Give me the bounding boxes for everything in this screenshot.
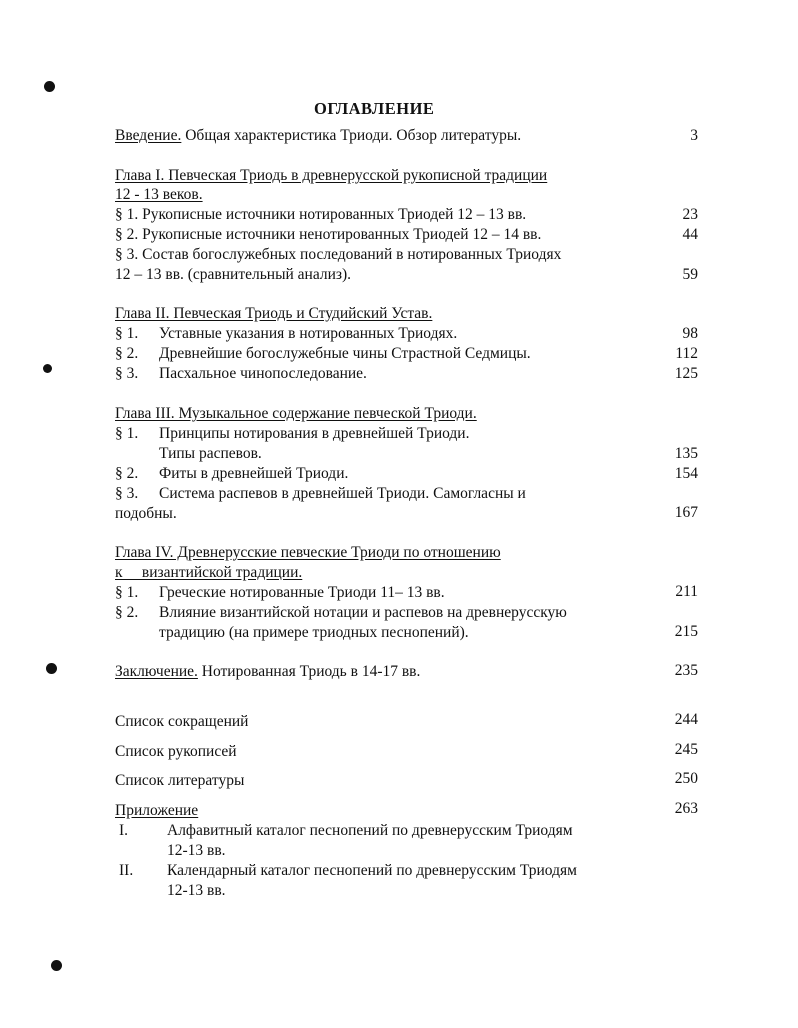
toc-intro xyxy=(115,127,521,145)
ch3-s3-text: Система распевов в древнейшей Триоди. Самогласны и xyxy=(159,485,526,502)
appendix-ii-text: Календарный каталог песнопений по древнерусским Триодям xyxy=(167,862,577,879)
page-title: ОГЛАВЛЕНИЕ xyxy=(314,99,435,118)
ch3-s1-page: 135 xyxy=(674,445,698,462)
ch3-s1-text: Принципы нотирования в древнейшей Триоди. xyxy=(159,425,470,442)
ch1-heading-cont: 12 - 13 веков. xyxy=(115,186,203,203)
ch4-heading-cont: к византийской традиции. xyxy=(115,564,303,581)
intro-label: Введение. xyxy=(115,127,182,144)
ch2-s2-text: Древнейшие богослужебные чины Страстной Седмицы. xyxy=(159,345,531,362)
ch3-s1 xyxy=(115,425,469,443)
ch1-heading: Глава I. Певческая Триодь в древнерусской рукописной традиции xyxy=(115,167,548,184)
ch3-s1-cont: Типы распевов. xyxy=(159,445,262,462)
ch2-s3 xyxy=(115,365,367,383)
ch4-s1-text: Греческие нотированные Триоди 11– 13 вв. xyxy=(159,584,445,601)
ch2-heading: Глава II. Певческая Триодь и Студийский Устав. xyxy=(115,305,433,322)
ch1-s1-page: 23 xyxy=(682,206,698,223)
ch2-s1-num: § 1. xyxy=(115,325,139,342)
ch1-s3-page: 59 xyxy=(682,266,698,283)
appendix-i-num: I. xyxy=(119,822,129,839)
ch1-s2: § 2. Рукописные источники ненотированных Триодей 12 – 14 вв. xyxy=(115,226,542,243)
appendix-i-text: Алфавитный каталог песнопений по древнерусским Триодям xyxy=(167,822,573,839)
toc-abbreviations: Список сокращений xyxy=(115,713,249,730)
ch2-s1-text: Уставные указания в нотированных Триодях. xyxy=(159,325,458,342)
margin-mark xyxy=(51,960,62,971)
ch3-heading: Глава III. Музыкальное содержание певческой Триоди. xyxy=(115,405,477,422)
ch2-s3-text: Пасхальное чинопоследование. xyxy=(159,365,367,382)
ch3-s3-page: 167 xyxy=(674,504,698,521)
appendix-i-cont: 12-13 вв. xyxy=(167,842,226,859)
margin-mark xyxy=(46,663,57,674)
ch4-s2-cont: традицию (на примере триодных песнопений). xyxy=(159,624,469,641)
ch1-s1: § 1. Рукописные источники нотированных Триодей 12 – 13 вв. xyxy=(115,206,527,223)
ch4-s2-num: § 2. xyxy=(115,604,139,621)
ch2-s2-page: 112 xyxy=(675,345,698,362)
ch3-s1-num: § 1. xyxy=(115,425,139,442)
manuscripts-page: 245 xyxy=(674,741,698,758)
ch2-s1 xyxy=(115,325,457,343)
abbreviations-page: 244 xyxy=(674,711,698,728)
toc-manuscripts: Список рукописей xyxy=(115,743,237,760)
ch2-s3-page: 125 xyxy=(674,365,698,382)
ch3-s3-cont: подобны. xyxy=(115,505,177,522)
ch2-s3-num: § 3. xyxy=(115,365,139,382)
intro-page: 3 xyxy=(690,127,698,144)
ch2-s2-num: § 2. xyxy=(115,345,139,362)
ch3-s2-text: Фиты в древнейшей Триоди. xyxy=(159,465,349,482)
appendix-i xyxy=(119,822,573,840)
ch4-s1-page: 211 xyxy=(675,583,698,600)
appendix-ii-cont: 12-13 вв. xyxy=(167,882,226,899)
toc-conclusion xyxy=(115,663,420,681)
ch2-s1-page: 98 xyxy=(682,325,698,342)
ch1-s3-cont: 12 – 13 вв. (сравнительный анализ). xyxy=(115,266,352,283)
ch4-s1 xyxy=(115,584,445,602)
ch4-s2-text: Влияние византийской нотации и распевов на древнерусскую xyxy=(159,604,567,621)
ch3-s3-num: § 3. xyxy=(115,485,139,502)
ch2-s2 xyxy=(115,345,531,363)
ch4-s1-num: § 1. xyxy=(115,584,139,601)
ch3-s2-num: § 2. xyxy=(115,465,139,482)
margin-mark xyxy=(44,81,55,92)
intro-text: Общая характеристика Триоди. Обзор литературы. xyxy=(181,127,522,144)
literature-page: 250 xyxy=(674,770,698,787)
ch3-s3 xyxy=(115,485,526,503)
conclusion-label: Заключение. xyxy=(115,663,198,680)
margin-mark xyxy=(43,364,52,373)
appendix-ii xyxy=(119,862,577,880)
toc-appendix: Приложение xyxy=(115,802,199,819)
toc-literature: Список литературы xyxy=(115,772,245,789)
ch3-s2 xyxy=(115,465,348,483)
ch4-heading: Глава IV. Древнерусские певческие Триоди по отношению xyxy=(115,544,501,561)
appendix-page: 263 xyxy=(674,800,698,817)
ch4-s2-page: 215 xyxy=(674,623,698,640)
ch4-s2 xyxy=(115,604,567,622)
appendix-ii-num: II. xyxy=(119,862,134,879)
ch1-s3: § 3. Состав богослужебных последований в нотированных Триодях xyxy=(115,246,562,263)
ch1-s2-page: 44 xyxy=(682,226,698,243)
conclusion-text: Нотированная Триодь в 14-17 вв. xyxy=(197,663,421,680)
conclusion-page: 235 xyxy=(674,662,698,679)
ch3-s2-page: 154 xyxy=(674,465,698,482)
